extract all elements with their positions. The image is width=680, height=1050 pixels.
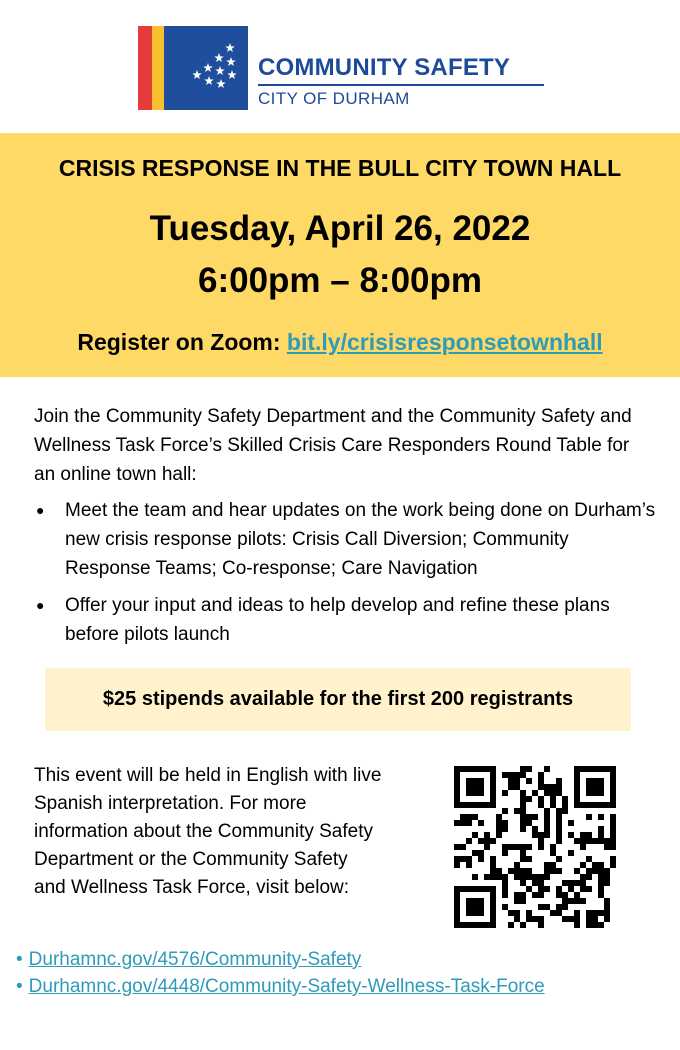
stipend-callout: $25 stipends available for the first 200 registrants [45, 668, 631, 731]
community-safety-link[interactable]: Durhamnc.gov/4576/Community-Safety [28, 949, 362, 970]
bullet-list [34, 496, 659, 657]
bullet-text: Meet the team and hear updates on the work being done on Durham’s new crisis response pilots: Crisis Call Diversion; Community Response Teams; Co-response; Care Navigation [65, 500, 656, 579]
brand-divider [258, 84, 544, 86]
task-force-link[interactable]: Durhamnc.gov/4448/Community-Safety-Wellness-Task-Force [28, 976, 545, 997]
brand-title: COMMUNITY SAFETY [258, 54, 511, 81]
event-time: 6:00pm – 8:00pm [197, 261, 483, 300]
intro-text: Join the Community Safety Department and the Community Safety and Wellness Task Force’s Skilled Crisis Care Responders Round Table for an online town hall: [34, 406, 632, 485]
logo [138, 26, 548, 112]
bullet-text: Offer your input and ideas to help develop and refine these plans before pilots launch [65, 595, 610, 645]
qr-code-icon[interactable] [454, 766, 616, 928]
stars-icon [164, 26, 248, 110]
logo-stars-box [164, 26, 248, 110]
bullet-icon: • [16, 949, 23, 970]
register-label: Register on Zoom: [77, 329, 281, 355]
logo-yellow-stripe [152, 26, 164, 110]
list-item [16, 946, 545, 973]
event-banner [0, 133, 680, 377]
info-text: This event will be held in English with live Spanish interpretation. For more information about the Community Safety Department or the Community Safety and Wellness Task Force, visit below: [34, 765, 382, 898]
bullet-icon: • [16, 976, 23, 997]
logo-red-stripe [138, 26, 152, 110]
bullet-icon: ● [36, 597, 45, 613]
event-title: CRISIS RESPONSE IN THE BULL CITY TOWN HALL [58, 155, 622, 181]
register-line [0, 329, 680, 356]
list-item [34, 591, 659, 649]
event-date: Tuesday, April 26, 2022 [149, 209, 531, 248]
list-item [34, 496, 659, 583]
list-item [16, 973, 545, 1000]
register-link[interactable]: bit.ly/crisisresponsetownhall [286, 329, 603, 355]
brand-subtitle: CITY OF DURHAM [258, 89, 410, 108]
link-list [16, 946, 545, 1000]
bullet-icon: ● [36, 502, 45, 518]
